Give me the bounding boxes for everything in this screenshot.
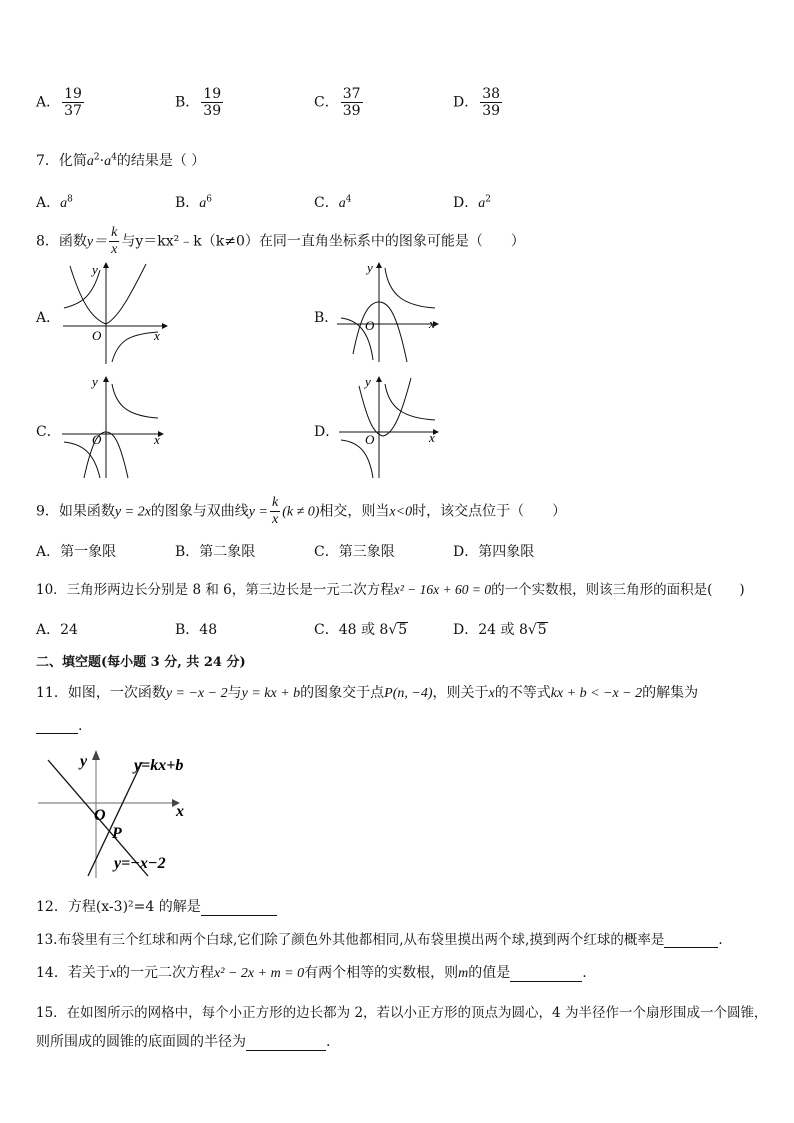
sqrt-icon: √: [527, 622, 537, 638]
q8-graph-c[interactable]: [58, 372, 168, 480]
q13-stem: 13.布袋里有三个红球和两个白球,它们除了颜色外其他都相同,从布袋里摸出两个球,摸到两个红球的概率是 .: [36, 932, 723, 948]
q6-option-c[interactable]: C． $\frac{37}{39}$: [314, 86, 361, 119]
q8-stem: 8．函数y＝ $\frac{k}{x}$ 与y＝kx²﹣k（k≠0）在同一直角坐标系中的图象可能是（ ）: [36, 225, 525, 257]
y-label: y: [80, 753, 88, 770]
hyperbola-branch: [64, 442, 100, 478]
y-label: y: [92, 262, 98, 277]
q10-option-a[interactable]: A．24: [36, 622, 78, 638]
q15-answer-blank[interactable]: [246, 1036, 326, 1051]
q7-stem: 7．化简$a^2\cdot a^4$的结果是（ ）: [36, 152, 206, 169]
q9-option-a[interactable]: A．第一象限: [36, 544, 117, 560]
fraction: $\frac{19}{39}$: [203, 86, 222, 119]
q7-option-c[interactable]: C．$a^4$: [314, 194, 352, 211]
x-axis-arrow: [162, 323, 168, 329]
q9-option-b[interactable]: B．第二象限: [175, 544, 256, 560]
q8-option-b-letter[interactable]: B．: [314, 310, 339, 326]
y-label: y: [367, 260, 373, 275]
y-axis-arrow: [376, 376, 382, 382]
fraction: $\frac{37}{39}$: [342, 86, 361, 119]
q8-graph-d[interactable]: [335, 372, 445, 480]
q10-option-b[interactable]: B．48: [175, 622, 218, 638]
q7-option-a[interactable]: A．$a^8$: [36, 194, 73, 211]
y-axis-arrow: [92, 750, 100, 760]
x-label: x: [154, 328, 160, 343]
line-label-neg-x-2: y=−x−2: [114, 855, 166, 872]
q13-answer-blank[interactable]: [664, 933, 718, 948]
y-axis-arrow: [103, 376, 109, 382]
q15-stem-line1: 15．在如图所示的网格中，每个小正方形的边长都为 2，若以小正方形的顶点为圆心，4 为半径作一个扇形围成一个圆锥，: [36, 1005, 768, 1021]
hyperbola-branch: [112, 384, 158, 418]
parabola: [70, 264, 146, 324]
hyperbola-branch: [112, 332, 158, 362]
section-title: 二、填空题(每小题 3 分, 共 24 分): [36, 655, 246, 670]
parabola: [353, 302, 407, 362]
fraction: $\frac{k}{x}$: [111, 225, 118, 257]
point-p-label: P: [112, 825, 122, 842]
hyperbola-branch: [385, 384, 435, 420]
fraction: $\frac{k}{x}$: [271, 495, 279, 527]
q10-option-d[interactable]: D．24 或 8√5: [453, 622, 547, 638]
y-axis-arrow: [103, 262, 109, 268]
x-label: x: [429, 316, 435, 331]
q12-answer-blank[interactable]: [201, 901, 277, 916]
q7-option-d[interactable]: D．$a^2$: [453, 194, 491, 211]
x-label: x: [176, 803, 184, 820]
q9-stem: 9．如果函数y = 2x的图象与双曲线y = $\frac{k}{x}$ (k ≠ 0)相交，则当x<0时，该交点位于（ ）: [36, 495, 567, 527]
origin-label: O: [365, 432, 375, 447]
line-label-kx-b: y=kx+b: [134, 757, 184, 774]
q10-stem: 10．三角形两边长分别是 8 和 6，第三边长是一元二次方程x² − 16x + 60 = 0的一个实数根，则该三角形的面积是( ): [36, 582, 745, 598]
q8-graph-b[interactable]: [335, 258, 445, 366]
q8-option-a-letter[interactable]: A．: [36, 310, 61, 326]
q11-answer-blank[interactable]: .: [36, 718, 82, 734]
q15-stem-line2: 则所围成的圆锥的底面圆的半径为 .: [36, 1034, 331, 1050]
origin-label: O: [94, 807, 106, 824]
origin-label: O: [92, 432, 102, 447]
q9-option-d[interactable]: D．第四象限: [453, 544, 535, 560]
y-axis-arrow: [376, 262, 382, 268]
origin-label: O: [365, 318, 375, 333]
fraction: $\frac{38}{39}$: [482, 86, 501, 119]
q6-option-d[interactable]: D． $\frac{38}{39}$: [453, 86, 501, 119]
q11-stem: 11．如图，一次函数y = −x − 2与y = kx + b的图象交于点P(n, −4)，则关于x的不等式kx + b < −x − 2的解集为: [36, 685, 699, 701]
q6-option-b[interactable]: B． $\frac{19}{39}$: [175, 86, 222, 119]
x-label: x: [154, 432, 160, 447]
q12-stem: 12．方程(x-3)²=4 的解是: [36, 896, 277, 916]
q8-graph-a[interactable]: [58, 258, 168, 366]
q14-stem: 14．若关于x的一元二次方程x² − 2x + m = 0有两个相等的实数根，则m的值是 .: [36, 965, 587, 981]
q7-option-b[interactable]: B．$a^6$: [175, 194, 213, 211]
q14-answer-blank[interactable]: [510, 967, 582, 982]
q8-option-d-letter[interactable]: D．: [314, 424, 340, 440]
q11-figure: [36, 748, 206, 880]
q8-option-c-letter[interactable]: C．: [36, 424, 61, 440]
y-label: y: [365, 374, 371, 389]
x-label: x: [429, 430, 435, 445]
origin-label: O: [92, 328, 102, 343]
q6-option-a[interactable]: A． $\frac{19}{37}$: [36, 86, 82, 119]
sqrt-icon: √: [388, 622, 398, 638]
y-label: y: [92, 374, 98, 389]
hyperbola-branch: [385, 268, 435, 308]
fraction: $\frac{19}{37}$: [64, 86, 82, 119]
q10-option-c[interactable]: C．48 或 8√5: [314, 622, 408, 638]
q9-option-c[interactable]: C．第三象限: [314, 544, 395, 560]
